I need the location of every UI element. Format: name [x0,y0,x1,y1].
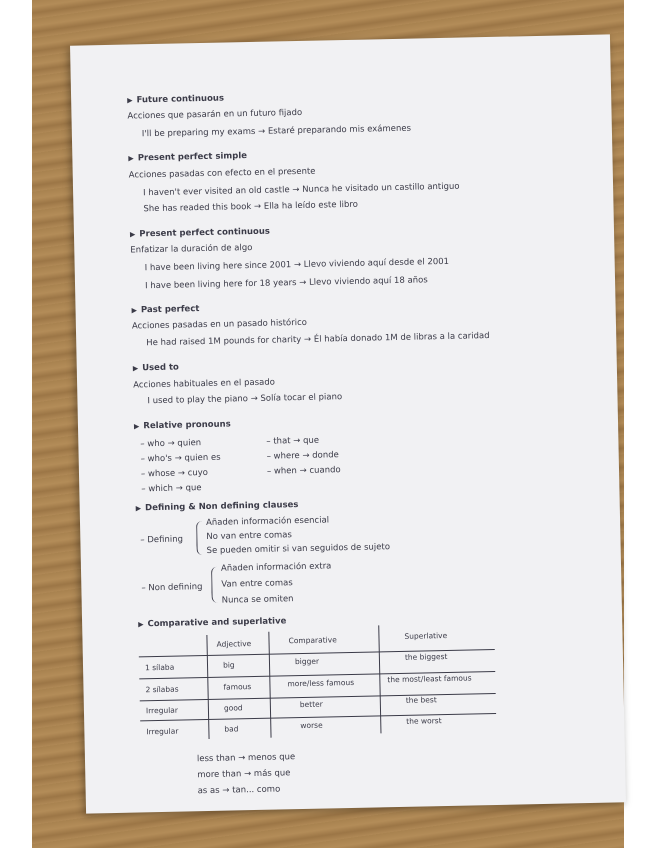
table-cell: Irregular [145,705,179,716]
pronoun-item: – which → que [141,483,202,495]
present-perfect-simple-example-1: I haven't ever visited an old castle → Nunca he visitado un castillo antiguo [143,181,460,199]
table-rule [378,625,382,733]
table-cell: bad [224,724,239,734]
defining-brace [196,521,206,555]
table-rule [268,632,272,738]
table-cell: the biggest [404,651,448,662]
table-cell: the most/least famous [387,673,472,685]
table-cell: better [299,699,323,710]
table-cell: 1 sílaba [144,662,175,673]
table-cell: good [223,703,243,713]
table-cell: more/less famous [287,677,355,689]
past-perfect-heading: ▶ Past perfect [131,305,199,315]
present-perfect-continuous-example-1: I have been living here since 2001 → Llevo viviendo aquí desde el 2001 [144,256,450,274]
present-perfect-simple-rule: Acciones pasadas con efecto en el presente [128,166,316,181]
table-cell: big [222,660,235,670]
comparison-note: as as → tan... como [197,784,281,797]
pronoun-item: – that → que [266,435,320,447]
used-to-rule: Acciones habituales en el pasado [133,377,276,391]
non-defining-label: – Non defining [141,582,203,594]
non-defining-brace [211,567,221,603]
present-perfect-simple-heading: ▶ Present perfect simple [128,152,247,163]
table-rule [206,635,209,739]
present-perfect-continuous-example-2: I have been living here for 18 years → Llevo viviendo aquí 18 años [144,275,428,292]
past-perfect-rule: Acciones pasadas en un pasado histórico [131,317,308,332]
table-cell: 2 sílabas [145,684,179,695]
present-perfect-continuous-heading: ▶ Present perfect continuous [130,228,270,239]
notes-sheet [70,34,626,813]
pronoun-item: – where → donde [266,450,339,462]
table-cell: bigger [294,656,320,667]
table-cell: the best [405,695,437,705]
future-continuous-heading: ▶ Future continuous [127,95,224,106]
pronoun-item: – when → cuando [266,465,341,477]
defining-point: No van entre comas [206,530,292,542]
comparison-note: less than → menos que [196,752,296,765]
used-to-heading: ▶ Used to [133,364,179,373]
table-cell: Irregular [146,726,179,737]
defining-clauses-heading: ▶ Defining & Non defining clauses [136,501,299,513]
pronoun-item: – whose → cuyo [140,467,209,480]
past-perfect-example: He had raised 1M pounds for charity → Él había donado 1M de libras a la caridad [146,331,490,349]
table-cell: the worst [406,716,442,726]
non-defining-point: Van entre comas [221,578,293,590]
non-defining-point: Añaden información extra [220,561,332,574]
pronoun-item: – who → quien [140,438,202,450]
future-continuous-rule: Acciones que pasarán en un futuro fijado [127,107,303,122]
comparison-note: more than → más que [197,768,291,781]
defining-label: – Defining [140,534,184,546]
defining-point: Se pueden omitir si van seguidos de sujeto [206,542,391,556]
non-defining-point: Nunca se omiten [221,594,294,606]
table-cell: worse [300,720,323,731]
present-perfect-simple-example-2: She has readed this book → Ella ha leído este libro [143,199,358,215]
used-to-example: I used to play the piano → Solía tocar el piano [147,392,343,407]
relative-pronouns-heading: ▶ Relative pronouns [134,420,231,431]
present-perfect-continuous-rule: Enfatizar la duración de algo [130,242,253,256]
table-cell: famous [223,682,252,692]
table-header-cell: Superlative [404,630,448,641]
future-continuous-example: I'll be preparing my exams → Estaré preparando mis exámenes [141,123,412,140]
comparative-heading: ▶ Comparative and superlative [138,617,286,629]
pronoun-item: – who's → quien es [140,452,221,465]
defining-point: Añaden información esencial [205,515,330,528]
table-header-cell: Comparative [288,635,337,646]
table-header-cell: Adjective [216,639,252,649]
